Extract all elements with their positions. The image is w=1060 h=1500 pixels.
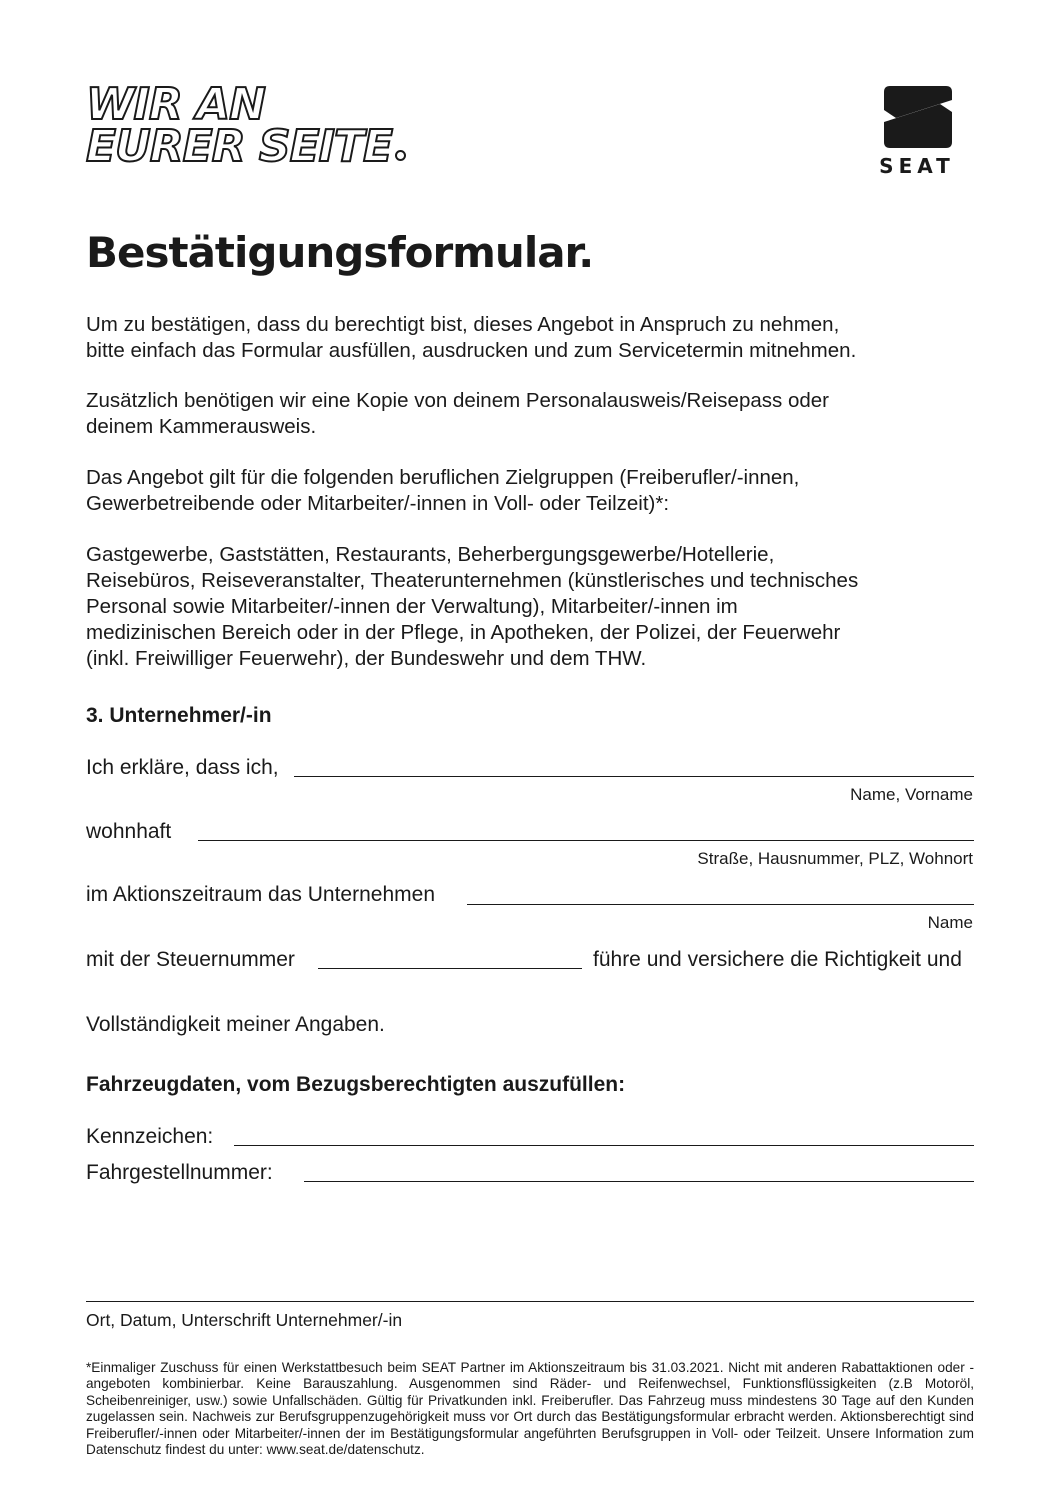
company-field-line[interactable] (467, 904, 974, 905)
declaration-closing: Vollständigkeit meiner Angaben. (86, 1013, 385, 1036)
residence-label: wohnhaft (86, 820, 172, 843)
vehicle-data-heading: Fahrzeugdaten, vom Bezugsberechtigten auszufüllen: (86, 1073, 626, 1096)
company-field-caption: Name (927, 913, 973, 932)
vin-label: Fahrgestellnummer: (86, 1161, 273, 1184)
tax-number-label: mit der Steuernummer (86, 948, 295, 971)
vin-field-line[interactable] (304, 1181, 974, 1182)
declare-label: Ich erkläre, dass ich, (86, 756, 279, 779)
brand-name: SEAT (879, 154, 955, 178)
name-field-caption: Name, Vorname (850, 785, 973, 804)
tax-number-suffix: führe und versichere die Richtigkeit und (593, 948, 962, 971)
signature-caption: Ort, Datum, Unterschrift Unternehmer/-in (86, 1310, 403, 1330)
tax-number-field-line[interactable] (318, 968, 582, 969)
tagline-line-1: WIR AN (86, 79, 265, 130)
name-field-line[interactable] (294, 776, 974, 777)
intro-paragraph-3: Das Angebot gilt für die folgenden beruflichen Zielgruppen (Freiberufler/-innen, Gewerbetreibende oder Mitarbeiter/-innen in Voll- oder Teilzeit)*: (86, 466, 800, 515)
seat-logo-icon (884, 86, 952, 148)
license-plate-field-line[interactable] (234, 1145, 974, 1146)
target-groups-paragraph: Gastgewerbe, Gaststätten, Restaurants, Beherbergungsgewerbe/Hotellerie, Reisebüros, Reiseveranstalter, Theaterunternehmen (künstlerisches und technisches Personal sowie Mitarbeiter/-innen der Verwaltung), Mitarbeiter/-innen im medizinischen Bereich oder in der Pflege, in Apotheken, der Polizei, der Feuerwehr (inkl. Freiwilliger Feuerwehr), der Bundeswehr und dem THW. (86, 543, 859, 670)
address-field-line[interactable] (198, 840, 974, 841)
company-label: im Aktionszeitraum das Unternehmen (86, 883, 435, 906)
footnote: *Einmaliger Zuschuss für einen Werkstattbesuch beim SEAT Partner im Aktionszeitraum bis 31.03.2021. Nicht mit anderen Rabattaktionen oder -angeboten kombinierbar. Keine Barauszahlung. Ausgenommen sind Räder- und Reifenwechsel, Funktionsflüssigkeiten (z.B Motoröl, Scheibenreiniger, usw.) sowie Unfallschäden. Gültig für Privatkunden inkl. Freiberufler. Das Fahrzeug muss mindestens 30 Tage auf den Kunden zugelassen sein. Nachweis zur Berufsgruppenzugehörigkeit muss vor Ort durch das Bestätigungsformular erbracht werden. Aktionsberechtigt sind Freiberufler/-innen oder Mitarbeiter/-innen der im Bestätigungsformular angeführten Berufsgruppen in Voll- oder Teilzeit. Unsere Information zum Datenschutz findest du unter: www.seat.de/datenschutz. (86, 1360, 974, 1458)
signature-field-line[interactable] (86, 1301, 974, 1302)
address-field-caption: Straße, Hausnummer, PLZ, Wohnort (697, 849, 973, 868)
page-title: Bestätigungsformular. (86, 228, 594, 277)
section-3-heading: 3. Unternehmer/-in (86, 704, 272, 727)
tagline-line-2 (86, 121, 406, 172)
license-plate-label: Kennzeichen: (86, 1125, 214, 1148)
tagline-line-2-text: EURER SEITE (86, 121, 393, 172)
intro-paragraph-1: Um zu bestätigen, dass du berechtigt bist, dieses Angebot in Anspruch zu nehmen, bitte einfach das Formular ausfüllen, ausdrucken und zum Servicetermin mitnehmen. (86, 313, 857, 362)
tagline (86, 79, 406, 172)
tagline-dot-icon (395, 150, 406, 161)
intro-paragraph-2: Zusätzlich benötigen wir eine Kopie von deinem Personalausweis/Reisepass oder deinem Kammerausweis. (86, 389, 829, 438)
